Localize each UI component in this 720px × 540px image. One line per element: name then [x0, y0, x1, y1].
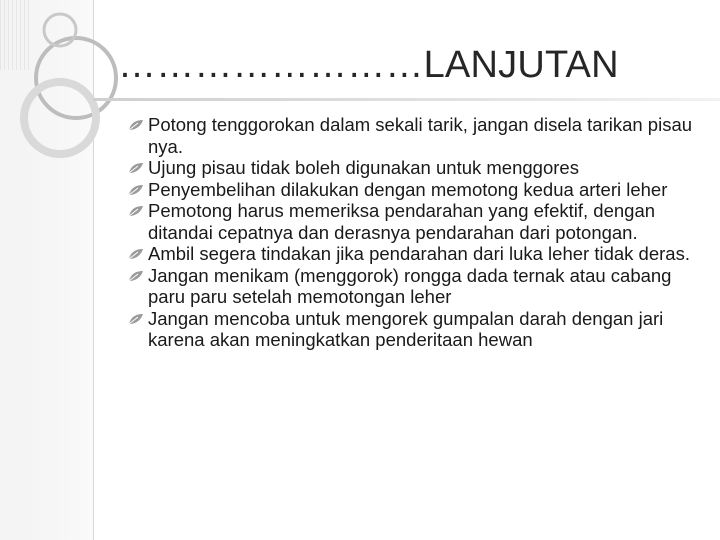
bullet-text: Ambil segera tindakan jika pendarahan dari luka leher tidak deras.	[148, 243, 690, 264]
leaf-bullet-icon	[128, 184, 144, 196]
bullet-list	[128, 114, 708, 351]
bullet-text: Penyembelihan dilakukan dengan memotong kedua arteri leher	[148, 178, 668, 200]
bullet-text: Pemotong harus memeriksa pendarahan yang efektif, dengan ditandai cepatnya dan derasnya pendarahan dari potongan.	[148, 200, 656, 243]
title-underline	[93, 98, 720, 101]
bullet-text: Potong tenggorokan dalam sekali tarik, jangan disela tarikan pisau nya.	[148, 114, 693, 157]
leaf-bullet-icon	[128, 248, 144, 260]
bullet-text: Jangan menikam (menggorok) rongga dada ternak atau cabang paru paru setelah memotongan leher	[148, 264, 672, 307]
list-item	[128, 200, 708, 243]
list-item	[128, 308, 708, 351]
list-item	[128, 179, 708, 201]
decorative-ring-large	[36, 38, 116, 118]
leaf-bullet-icon	[128, 313, 144, 325]
list-item	[128, 114, 708, 157]
leaf-bullet-icon	[128, 270, 144, 282]
list-item	[128, 157, 708, 179]
bullet-text: Ujung pisau tidak boleh digunakan untuk menggores	[148, 157, 579, 178]
slide-title: ……………………LANJUTAN	[118, 44, 619, 86]
list-item	[128, 243, 708, 265]
list-item	[128, 265, 708, 308]
leaf-bullet-icon	[128, 162, 144, 174]
leaf-bullet-icon	[128, 205, 144, 217]
bullet-text: Jangan mencoba untuk mengorek gumpalan darah dengan jari karena akan meningkatkan penderitaan hewan	[148, 307, 664, 350]
leaf-bullet-icon	[128, 119, 144, 131]
